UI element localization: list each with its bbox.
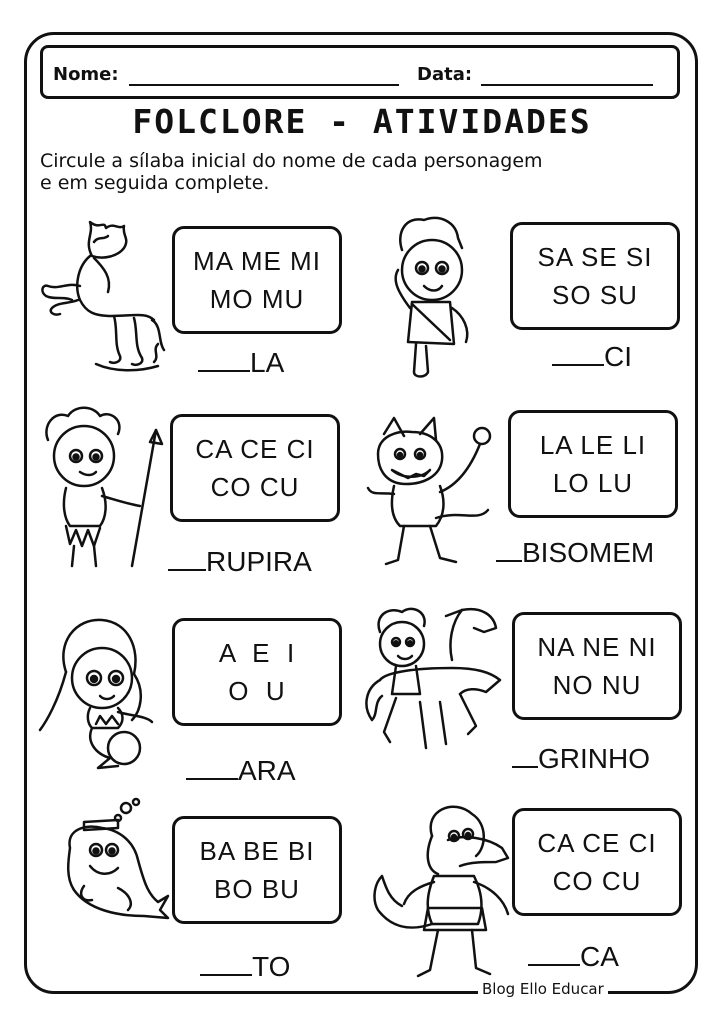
- syllable-row[interactable]: BO BU: [214, 874, 300, 904]
- name-label: Nome:: [53, 64, 119, 85]
- answer-blank[interactable]: [552, 340, 604, 366]
- word-ending: BISOMEM: [522, 537, 655, 568]
- syllable-row[interactable]: MA ME MI: [193, 246, 321, 276]
- syllable-box-3: [170, 414, 340, 522]
- answer-blank[interactable]: [198, 346, 250, 372]
- syllable-box-4: [508, 410, 678, 518]
- answer-1: [198, 346, 284, 379]
- footer-credit: Blog Ello Educar: [478, 980, 608, 998]
- date-label: Data:: [417, 64, 473, 85]
- syllable-box-2: [510, 222, 680, 330]
- iara-icon: [36, 612, 160, 772]
- name-date-header: [40, 45, 680, 99]
- word-ending: LA: [250, 347, 285, 378]
- syllable-row[interactable]: A E I: [218, 638, 296, 668]
- syllable-row[interactable]: CA CE CI: [195, 434, 315, 464]
- answer-8: [528, 940, 619, 973]
- instruction-text: [40, 150, 700, 194]
- answer-4: [496, 536, 654, 569]
- syllable-row[interactable]: O U: [228, 676, 286, 706]
- word-ending: ARA: [238, 755, 296, 786]
- answer-blank[interactable]: [200, 950, 252, 976]
- word-ending: CA: [580, 941, 619, 972]
- syllable-row[interactable]: MO MU: [209, 284, 305, 314]
- answer-blank[interactable]: [168, 545, 206, 571]
- mula-sem-cabeca-icon: [34, 216, 170, 376]
- word-ending: CI: [604, 341, 632, 372]
- syllable-row[interactable]: CA CE CI: [537, 828, 657, 858]
- saci-icon: [384, 212, 498, 382]
- answer-blank[interactable]: [528, 940, 580, 966]
- cuca-icon: [368, 800, 514, 984]
- syllable-box-8: [512, 808, 682, 916]
- instruction-line-1: Circule a sílaba inicial do nome de cada personagem: [40, 150, 543, 172]
- answer-2: [552, 340, 632, 373]
- syllable-row[interactable]: NO NU: [552, 670, 642, 700]
- syllable-box-6: [512, 612, 682, 720]
- instruction-line-2: e em seguida complete.: [40, 172, 270, 194]
- syllable-box-7: [172, 816, 342, 924]
- answer-6: [512, 742, 650, 775]
- answer-5: [186, 754, 296, 787]
- syllable-row[interactable]: BA BE BI: [199, 836, 315, 866]
- date-field[interactable]: [481, 84, 653, 86]
- name-field[interactable]: [129, 84, 399, 86]
- syllable-row[interactable]: SA SE SI: [537, 242, 653, 272]
- answer-7: [200, 950, 290, 983]
- boto-icon: [48, 798, 170, 924]
- curupira-icon: [36, 400, 164, 572]
- word-ending: RUPIRA: [206, 546, 312, 577]
- syllable-row[interactable]: SO SU: [552, 280, 638, 310]
- syllable-row[interactable]: LA LE LI: [539, 430, 647, 460]
- answer-blank[interactable]: [186, 754, 238, 780]
- syllable-row[interactable]: LO LU: [552, 468, 634, 498]
- word-ending: TO: [252, 951, 291, 982]
- word-ending: GRINHO: [538, 743, 650, 774]
- syllable-box-1: [172, 226, 342, 334]
- lobisomem-icon: [364, 414, 498, 570]
- negrinho-do-pastoreio-icon: [356, 602, 502, 752]
- syllable-box-5: [172, 618, 342, 726]
- answer-blank[interactable]: [496, 536, 522, 562]
- syllable-row[interactable]: CO CU: [552, 866, 642, 896]
- answer-3: [168, 545, 312, 578]
- page-title: FOLCLORE - ATIVIDADES: [132, 102, 592, 141]
- syllable-row[interactable]: NA NE NI: [537, 632, 657, 662]
- answer-blank[interactable]: [512, 742, 538, 768]
- syllable-row[interactable]: CO CU: [210, 472, 300, 502]
